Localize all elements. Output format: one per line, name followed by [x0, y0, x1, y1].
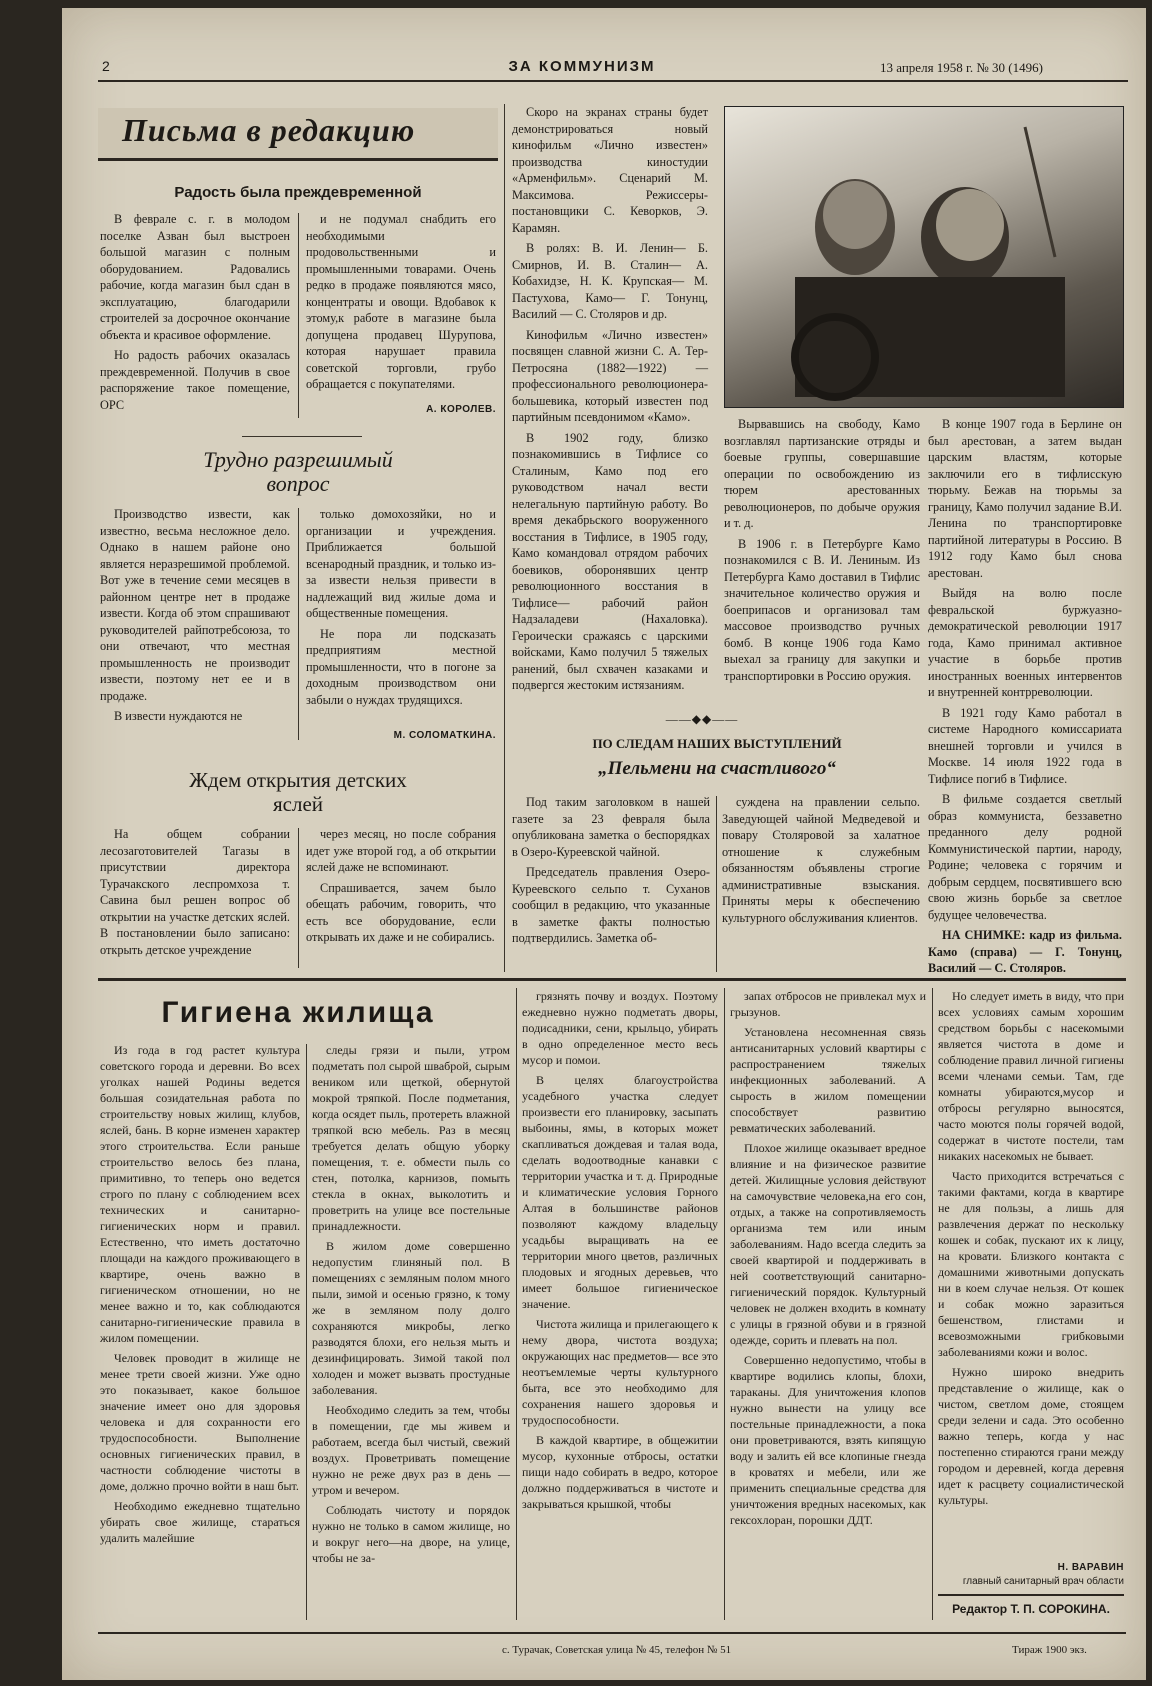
column-divider [298, 508, 299, 740]
paragraph: Нужно широко внедрить представление о жилище, как о чистом, светлом доме, стоящем среди зелени и сада. Это особенно важно теперь, когда у нас постепенно стираются грани между городом и деревней, когда деревня идет к расцвету социалистической культуры. [938, 1365, 1124, 1507]
article-column [522, 988, 718, 1516]
article-column [722, 794, 920, 930]
paragraph: только домохозяйки, но и организации и учреждения. Приближается большой всенародный праздник, и только из-за извести нельзя привести в надлежащий вид жилые дома и общественные помещения. [306, 507, 496, 620]
paragraph: Из года в год растет культура советского города и деревни. Во всех уголках нашей Родины ведется большая созидательная работа по строительству новых жилищ, клубов, яслей, бань. В корне изменен характер этого строительства. Если раньше строительство велось без плана, примитивно, то теперь оно ведется строго по плану с соблюдением всех технических и санитарно-гигиенических норм и правил. Естественно, что иметь достаточно площади на каждого проживающего в квартире, очень важно в гигиеническом отношении, но не менее важно и то, как соблюдаются санитарно-гигиенические правила в жилом помещении. [100, 1043, 300, 1345]
photo-caption: НА СНИМКЕ: кадр из фильма. Камо (справа) — Г. Тонунц, Василий — С. Столяров. [928, 928, 1122, 975]
newspaper-page [62, 8, 1146, 1680]
article-column [306, 826, 496, 950]
paragraph: В феврале с. г. в молодом поселке Азван был выстроен большой магазин с полным оборудованием. Радовались рабочие, когда магазин был сдан в эксплуатацию, благодарили строителей за досрочное окончание объекта и красивое оформление. [100, 212, 290, 342]
paragraph: суждена на правлении сельпо. Заведующей чайной Медведевой и повару Столяровой за халатное отношение к служебным обязанностям объявлены строгие административные взыскания. Приняты меры к обеспечению культурного обслуживания клиентов. [722, 795, 920, 925]
paragraph: В ролях: В. И. Ленин— Б. Смирнов, И. В. Сталин— А. Кобахидзе, Н. К. Крупская— М. Пастухова, Камо— Г. Тонунц, Василий — С. Столяров и др. [512, 241, 708, 321]
paragraph: Производство извести, как известно, весьма несложное дело. Однако в нашем районе оно является неразрешимой проблемой. Вот уже в течение семи месяцев в районном центре нет в продаже извести. Когда об этом спрашивают руководителей райпотребсоюза, то они отвечают, что местная промышленность не производит извести, поэтому нет ее и в продаже. [100, 507, 290, 703]
paragraph: В целях благоустройства усадебного участка следует произвести его планировку, засыпать выбоины, ямы, в которых может скапливаться дождевая и талая вода, сделать водоотводные канавки с территории участка и т. д. Природные и климатические условия Горного Алтая в большинстве районов позволяют каждому владельцу усадьбы выращивать на ее территории много цветов, различных плодовых и ягодных деревьев, что имеет большое гигиеническое значение. [522, 1073, 718, 1311]
title-line: Ждем открытия детских [189, 768, 407, 792]
paper-title: ЗА КОММУНИЗМ [508, 58, 656, 75]
paragraph: Вырвавшись на свободу, Камо возглавлял партизанские отряды и боевые группы, совершавшие операции по освобождению из тюрем арестованных революционеров, по добыче оружия и т. д. [724, 417, 920, 530]
article-column [512, 794, 710, 951]
paragraph: Выйдя на волю после февральской буржуазно-демократической революции 1917 года, Камо принимал активное участие в борьбе против иностранных военных интервентов и внутренней контрреволюции. [928, 586, 1122, 699]
paragraph: Необходимо ежедневно тщательно убирать свое жилище, стараться удалить малейшие [100, 1499, 300, 1545]
paragraph: и не подумал снабдить его необходимыми продовольственными и промышленными товарами. Очень редко в продаже появляются мясо, концентраты и овощи. Вдобавок к этому,к работе в магазине была допущена продавец Шурупова, которая нарушает правила советской торговли, грубо обращается с покупателями. [306, 212, 496, 391]
signature-title: главный санитарный врач области [962, 1576, 1124, 1587]
column-divider [932, 988, 933, 1620]
paragraph: Не пора ли подсказать предприятиям местной промышленности, что в погоне за доходным производством они забыли о нуждах трудящихся. [306, 626, 496, 707]
article-title: „Пельмени на счастливого“ [598, 758, 836, 779]
paragraph: Часто приходится встречаться с такими фактами, когда в квартире не для пользы, а лишь для развлечения держат по нескольку кошек и собак, пускают их к лицу, на кровати. Близкого контакта с домашними животными допускать ни в коем случае нельзя. От кошек и собак можно заразиться бешенством, глистами и всевозможными грибковыми заболеваниями кожи и волос. [938, 1169, 1124, 1359]
paragraph: Человек проводит в жилище не менее трети своей жизни. Уже одно это показывает, какое большое значение имеет оно для здоровья человека и для сохранности его трудоспособности. Выполнение основных гигиенических правил, в частности соблюдение чистоты в доме, должно прочно войти в наш быт. [100, 1351, 300, 1493]
article-column [312, 1042, 510, 1570]
paragraph: В 1921 году Камо работал в системе Народного комиссариата внешней торговли и учился в Москве. 14 июля 1922 года в Тифлисе погиб в Тифлисе. [928, 705, 1122, 786]
signature: М. СОЛОМАТКИНА. [393, 730, 496, 741]
paragraph: Председатель правления Озеро-Куреевского сельпо т. Суханов сообщил в редакцию, что указанные в заметке факты полностью подтвердились. Заметка об- [512, 865, 710, 945]
article-title [98, 448, 498, 496]
paragraph: В каждой квартире, в общежитии мусор, кухонные отбросы, остатки пищи надо собирать в ведро, которое должно поддерживаться в чистоте и закрываться крышкой, чтобы [522, 1433, 718, 1511]
column-divider [724, 988, 725, 1620]
issue-info: 13 апреля 1958 г. № 30 (1496) [880, 60, 1043, 75]
column-divider [298, 213, 299, 418]
article-column [730, 988, 926, 1532]
article-column [100, 1042, 300, 1550]
paragraph: Совершенно недопустимо, чтобы в квартире водились клопы, блохи, тараканы. Для уничтожения клопов нужно вынести на улицу все постельные принадлежности, а пока они проветриваются, взять кипящую воду и залить ей все клопиные гнезда в кроватях и мебели, или же применить специальные средства для уничтожения вредных насекомых, как гексохлоран, порошки ДДТ. [730, 1353, 926, 1527]
rubric-title: Письма в редакцию [122, 112, 416, 148]
title-line: яслей [272, 792, 324, 816]
footer-circulation: Тираж 1900 экз. [1012, 1644, 1087, 1656]
article-title [98, 768, 498, 816]
paragraph: В жилом доме совершенно недопустим глиняный пол. В помещениях с земляным полом много пыли, зимой и осенью грязно, к тому же в земляном полу долго сохраняются микробы, легко разводятся блохи, его нельзя мыть и дезинфицировать. Зимой такой пол холоден и может вызвать простудные заболевания. [312, 1239, 510, 1397]
paragraph: через месяц, но после собрания идет уже второй год, а об открытии яслей даже не вспоминают. [306, 827, 496, 874]
photo-illustration [725, 107, 1123, 407]
paragraph: Необходимо следить за тем, чтобы в помещении, где мы живем и работаем, всегда был чистый, свежий воздух. Проветривать помещение нужно не реже двух раз в день — утром и вечером. [312, 1403, 510, 1497]
paragraph: На общем собрании лесозаготовителей Тагазы в присутствии директора Турачакского леспромхоза т. Савина был решен вопрос об открытии на участке детских яслей. В постановлении было записано: открыть детское учреждение [100, 827, 290, 957]
column-divider [516, 988, 517, 1620]
title-line: Трудно разрешимый [203, 447, 393, 472]
film-still-photo [724, 106, 1124, 408]
paragraph: В 1906 г. в Петербурге Камо познакомился с В. И. Лениным. Из Петербурга Камо доставил в Тифлис значительное количество оружия и боеприпасов и организовал там массовое производство ручных бомб. В конце 1906 года Камо выехал за границу для закупки и транспортировки в Россию оружия. [724, 536, 920, 683]
footer-address: с. Турачак, Советская улица № 45, телефон № 51 [502, 1644, 732, 1656]
column-divider [716, 796, 717, 972]
page-number: 2 [102, 58, 110, 74]
paragraph: В фильме создается светлый образ коммуниста, беззаветно преданного делу родной Коммунистической партии, народу, Родине; человека с горячим и добрым сердцем, посвятившего всю свою жизнь борьбе за светлое будущее человечества. [928, 792, 1122, 922]
column-divider [298, 828, 299, 968]
column-divider [306, 1044, 307, 1620]
rubric-banner [98, 108, 498, 161]
section-rule [98, 978, 1126, 981]
article-title: Радость была преждевременной [174, 184, 422, 201]
article-column [928, 416, 1122, 981]
article-column [306, 506, 496, 712]
article-column [100, 211, 290, 417]
paragraph: Чистота жилища и прилегающего к нему двора, чистота воздуха; окружающих нас предметов— все это неотъемлемые черты культурного быта, все это необходимо для сохранения нашего здоровья и трудоспособности. [522, 1317, 718, 1427]
title-line: вопрос [266, 471, 330, 496]
editor-credit: Редактор Т. П. СОРОКИНА. [952, 1602, 1110, 1616]
paragraph: В конце 1907 года в Берлине он был арестован, а затем выдан царским властям, которые заключили его в тифлисскую тюрьму. Бежав на тюрьмы за границу, Камо получил задание В.И. Ленина по транспортировке партийной литературы в Россию. В 1912 году Камо был снова арестован. [928, 417, 1122, 580]
signature: Н. ВАРАВИН [1057, 1562, 1124, 1573]
paragraph: Кинофильм «Лично известен» посвящен славной жизни С. А. Тер-Петросяна (1882—1922) —профессионального революционера-большевика, который известен под партийным псевдонимом «Камо». [512, 327, 708, 424]
separator [242, 436, 362, 437]
masthead-rule [98, 80, 1128, 82]
ornament-divider: ――◆◆―― [665, 712, 739, 726]
article-column [938, 988, 1124, 1512]
paragraph: Скоро на экранах страны будет демонстрироваться новый кинофильм «Лично известен» производства киностудии «Арменфильм». Сценарий М. Максимова. Режиссеры-постановщики С. Кеворков, Э. Карамян. [512, 105, 708, 235]
paragraph: Установлена несомненная связь антисанитарных условий квартиры с распространением тяжелых инфекционных заболеваний. А сырость в жилом помещении способствует развитию ревматических заболеваний. [730, 1025, 926, 1135]
article-column [724, 416, 920, 688]
article-column [512, 104, 708, 698]
paragraph: Спрашивается, зачем было обещать рабочим, говорить, что есть все оборудование, если открывать их даже и не собирались. [306, 880, 496, 944]
separator [938, 1594, 1124, 1596]
paragraph: грязнять почву и воздух. Поэтому ежедневно нужно подметать дворы, подисадники, сени, крыльцо, убирать в одно определенное место весь мусор и помои. [522, 989, 718, 1067]
rubric-label: ПО СЛЕДАМ НАШИХ ВЫСТУПЛЕНИЙ [592, 736, 842, 751]
article-column [100, 826, 290, 962]
paragraph: Но радость рабочих оказалась преждевременной. Получив в свое распоряжение такое помещение, ОРС [100, 348, 290, 412]
paragraph: запах отбросов не привлекал мух и грызунов. [730, 989, 926, 1019]
paragraph: Но следует иметь в виду, что при всех условиях самым хорошим средством борьбы с насекомыми является чистота в доме и соблюдение правил личной гигиены всеми членами семьи. Там, где комнаты убираются,мусор и отбросы регулярно выносятся, часто моются полы горячей водой, содержат в чистоте постели, там никаких насекомых не бывает. [938, 989, 1124, 1163]
paragraph: следы грязи и пыли, утром подметать пол сырой шваброй, сырым веником или щеткой, обернутой мокрой тряпкой. После подметания, когда осядет пыль, протереть влажной тряпкой всю мебель. Раз в месяц требуется делать общую уборку помещения, т. е. обмести пыль со стен, потолка, карнизов, помыть стекла в окнах, выколотить и проветрить на улице все постельные принадлежности. [312, 1043, 510, 1233]
paragraph: В извести нуждаются не [114, 709, 243, 723]
paragraph: В 1902 году, близко познакомившись в Тифлисе со Сталиным, Камо под его руководством начал вести нелегальную партийную работу. Во время декабрьского вооруженного восстания в Тифлисе, в 1905 году, Камо командовал отрядом рабочих боевиков, оборонявших центр революционного восстания в Тифлисе— рабочий район Надзаладеви (Нахаловка). Героически сражаясь с царскими войсками, Камо получил 5 тяжелых ранений, был схвачен казаками и подвергся жестоким истязаниям. [512, 430, 708, 692]
article-column [306, 211, 496, 397]
paragraph: Под таким заголовком в нашей газете за 23 февраля была опубликована заметка о беспорядках в Озеро-Куреевской чайной. [512, 795, 710, 859]
section-divider [504, 104, 505, 972]
paragraph: Плохое жилище оказывает вредное влияние и на физическое развитие детей. Жилищные условия действуют на самочувствие человека,на его сон, отдых, а также на сопротивляемость организма тем или иным заболеваниям. Надо всегда следить за своей квартирой и поддерживать в ней соответствующий санитарно-гигиенический порядок. Культурный человек не должен входить в комнату с улицы в грязной обуви и в грязной одежде, сорить и плевать на пол. [730, 1141, 926, 1347]
article-column [100, 506, 290, 729]
paragraph: Соблюдать чистоту и порядок нужно не только в самом жилище, но и вокруг него—на дворе, на улице, чтобы не за- [312, 1503, 510, 1565]
signature: А. КОРОЛЕВ. [426, 404, 496, 415]
article-title: Гигиена жилища [161, 996, 435, 1029]
footer-rule [98, 1632, 1126, 1634]
